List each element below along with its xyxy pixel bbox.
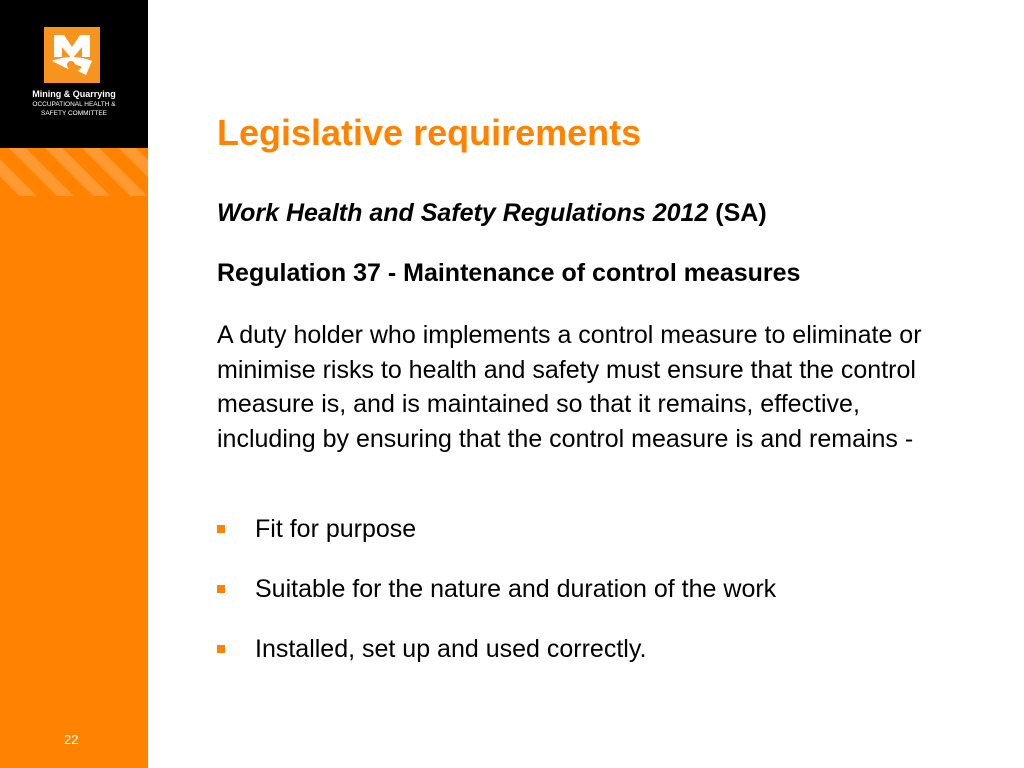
bullet-square-icon [217, 525, 225, 533]
bullet-text: Fit for purpose [255, 515, 417, 543]
logo-line2: OCCUPATIONAL HEALTH & [32, 101, 116, 108]
slide-title: Legislative requirements [217, 112, 642, 153]
sidebar [0, 0, 148, 768]
regulation-heading: Regulation 37 - Maintenance of control measures [217, 259, 801, 287]
regulation-name: Work Health and Safety Regulations 2012 [217, 199, 709, 227]
logo [0, 0, 148, 148]
logo-line1: Mining & Quarrying [32, 89, 116, 99]
body-paragraph: A duty holder who implements a control measure to eliminate or minimise risks to health and safety must ensure that the control measure is, and is maintained so that it remains, effective, including by ensuring that the control measure is and remains - [217, 321, 922, 453]
jurisdiction: (SA) [708, 199, 767, 227]
stripe-band [0, 148, 148, 196]
bullet-text: Suitable for the nature and duration of the work [255, 575, 777, 603]
page-number: 22 [64, 732, 79, 747]
bullet-text: Installed, set up and used correctly. [255, 635, 647, 663]
subtitle [217, 199, 767, 228]
logo-line3: SAFETY COMMITTEE [41, 110, 107, 117]
logo-mark-icon [44, 27, 100, 83]
bullet-square-icon [217, 585, 225, 593]
bullet-square-icon [217, 645, 225, 653]
